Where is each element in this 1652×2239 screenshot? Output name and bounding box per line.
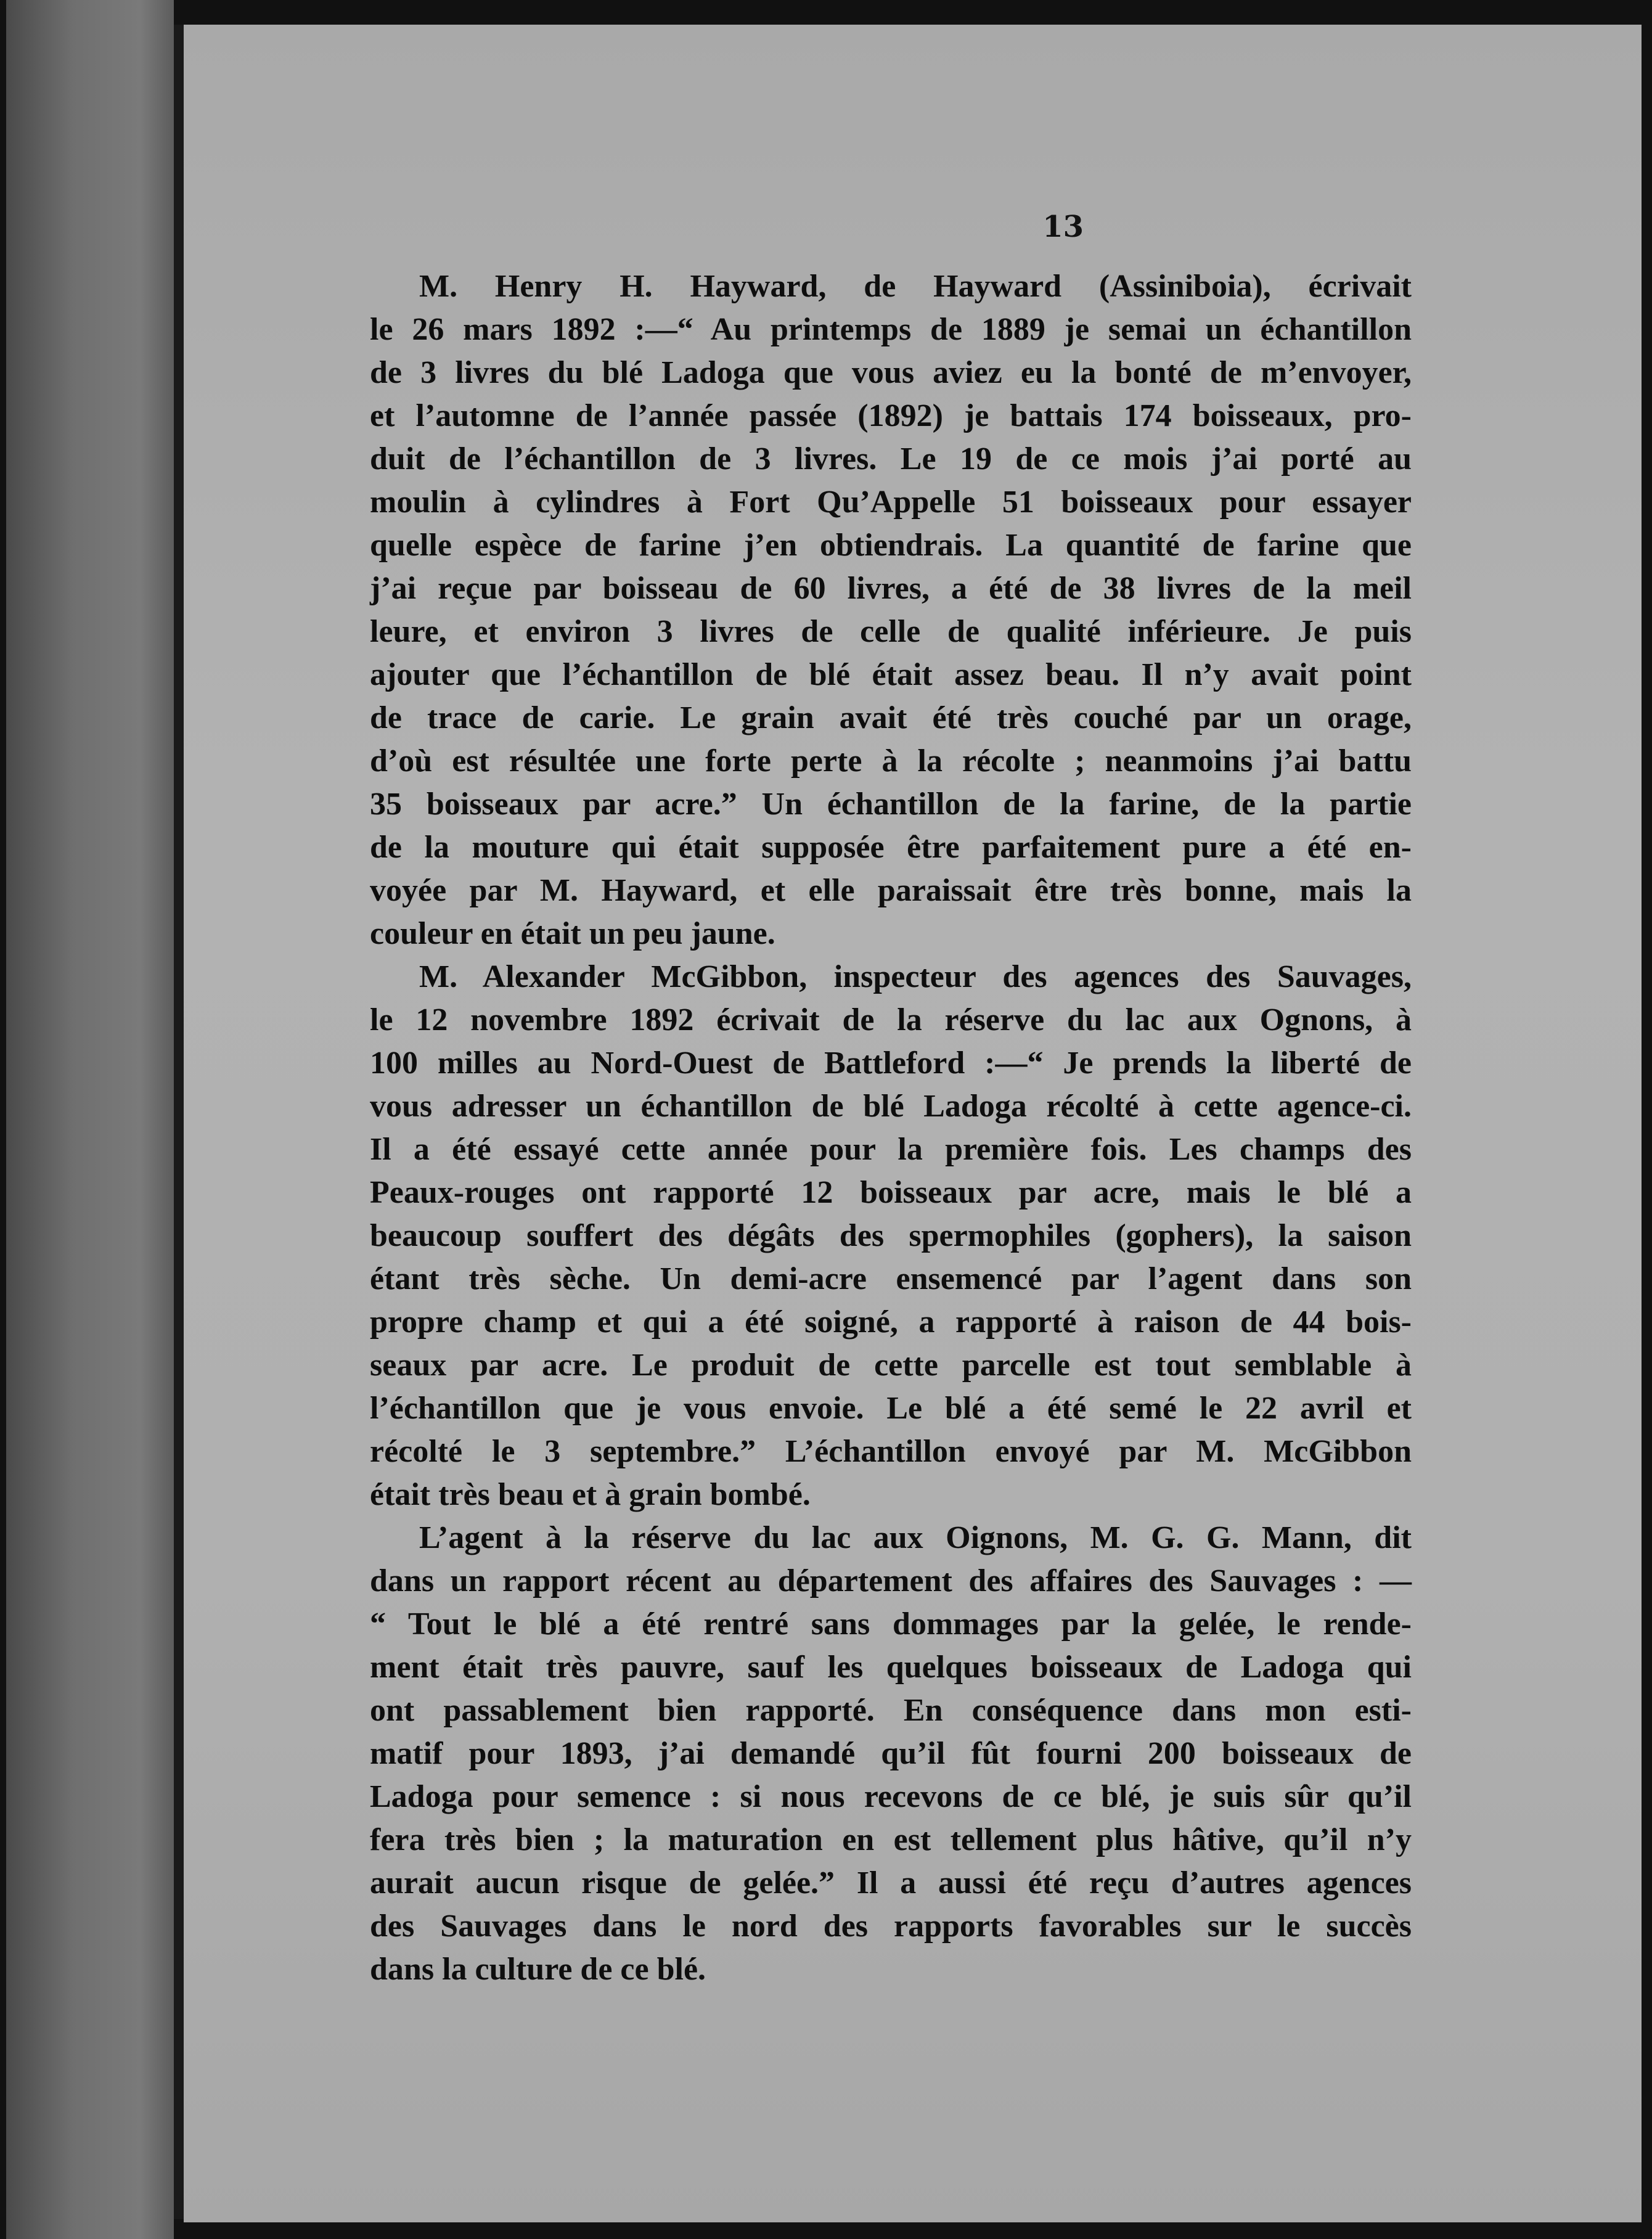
paragraph-3 [370,1517,1412,1991]
text-line: était très beau et à grain bombé. [370,1477,811,1512]
text-line: Il a été essayé cette année pour la première fois. Les champs des [370,1132,1412,1167]
text-line: matif pour 1893, j’ai demandé qu’il fût fourni 200 boisseaux de [370,1736,1412,1771]
text-line: le 12 novembre 1892 écrivait de la réserve du lac aux Ognons, à [370,1002,1412,1038]
text-line: Peaux-rouges ont rapporté 12 boisseaux par acre, mais le blé a [370,1175,1412,1210]
text-line: Ladoga pour semence : si nous recevons de ce blé, je suis sûr qu’il [370,1779,1412,1814]
text-line: vous adresser un échantillon de blé Ladoga récolté à cette agence-ci. [370,1089,1412,1124]
text-line: d’où est résultée une forte perte à la récolte ; neanmoins j’ai battu [370,743,1412,779]
text-line: “ Tout le blé a été rentré sans dommages par la gelée, le rende- [370,1607,1412,1642]
text-line: couleur en était un peu jaune. [370,916,775,951]
text-line: de la mouture qui était supposée être parfaitement pure a été en- [370,830,1412,865]
text-line: l’échantillon que je vous envoie. Le blé a été semé le 22 avril et [370,1391,1412,1426]
text-line: de trace de carie. Le grain avait été très couché par un orage, [370,700,1412,735]
text-line: seaux par acre. Le produit de cette parcelle est tout semblable à [370,1348,1412,1383]
text-line: L’agent à la réserve du lac aux Oignons, M. G. G. Mann, dit [419,1520,1412,1555]
text-line: récolté le 3 septembre.” L’échantillon envoyé par M. McGibbon [370,1434,1412,1469]
text-line: 35 boisseaux par acre.” Un échantillon de la farine, de la partie [370,787,1412,822]
body-text [370,265,1412,1991]
text-line: et l’automne de l’année passée (1892) je battais 174 boisseaux, pro- [370,398,1412,433]
text-line: 100 milles au Nord-Ouest de Battleford :—“ Je prends la liberté de [370,1046,1412,1081]
text-line: moulin à cylindres à Fort Qu’Appelle 51 boisseaux pour essayer [370,485,1412,520]
text-line: beaucoup souffert des dégâts des spermophiles (gophers), la saison [370,1218,1412,1253]
text-line: dans la culture de ce blé. [370,1952,706,1987]
text-line: des Sauvages dans le nord des rapports favorables sur le succès [370,1909,1412,1944]
text-line: ment était très pauvre, sauf les quelques boisseaux de Ladoga qui [370,1650,1412,1685]
text-line: le 26 mars 1892 :—“ Au printemps de 1889 je semai un échantillon [370,312,1412,347]
text-line: ont passablement bien rapporté. En conséquence dans mon esti- [370,1693,1412,1728]
text-line: étant très sèche. Un demi-acre ensemencé par l’agent dans son [370,1261,1412,1296]
page-number: 13 [1042,210,1084,244]
text-line: j’ai reçue par boisseau de 60 livres, a été de 38 livres de la meil [370,571,1412,606]
text-line: M. Henry H. Hayward, de Hayward (Assiniboia), écrivait [419,269,1412,304]
text-line: quelle espèce de farine j’en obtiendrais. La quantité de farine que [370,528,1412,563]
text-line: aurait aucun risque de gelée.” Il a aussi été reçu d’autres agences [370,1865,1412,1901]
paragraph-1 [370,265,1412,956]
text-line: fera très bien ; la maturation en est tellement plus hâtive, qu’il n’y [370,1822,1412,1857]
text-line: dans un rapport récent au département des affaires des Sauvages : — [370,1563,1412,1598]
text-line: leure, et environ 3 livres de celle de qualité inférieure. Je puis [370,614,1412,649]
text-line: propre champ et qui a été soigné, a rapporté à raison de 44 bois- [370,1304,1412,1340]
text-line: M. Alexander McGibbon, inspecteur des agences des Sauvages, [419,959,1412,994]
text-line: duit de l’échantillon de 3 livres. Le 19 de ce mois j’ai porté au [370,441,1412,477]
facing-page-edge [6,0,174,2239]
text-line: de 3 livres du blé Ladoga que vous aviez eu la bonté de m’envoyer, [370,355,1412,390]
paragraph-2 [370,956,1412,1517]
text-line: ajouter que l’échantillon de blé était assez beau. Il n’y avait point [370,657,1412,692]
text-line: voyée par M. Hayward, et elle paraissait être très bonne, mais la [370,873,1412,908]
